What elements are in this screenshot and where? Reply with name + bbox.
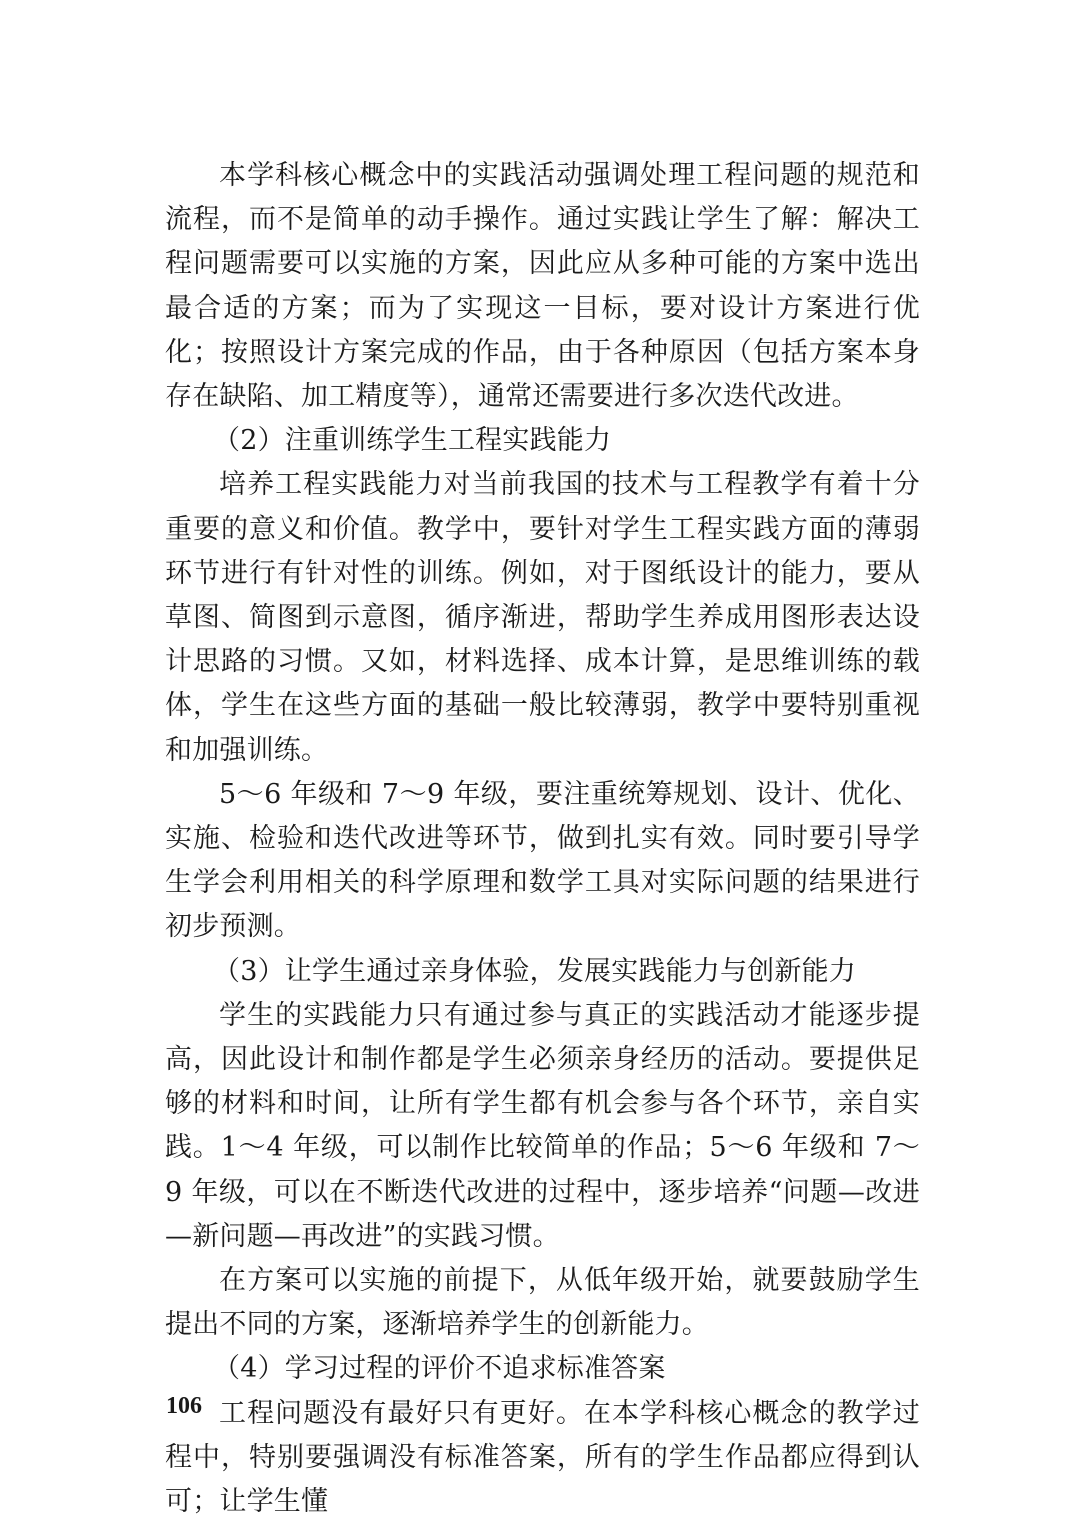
paragraph-engineering-practice-ability: 培养工程实践能力对当前我国的技术与工程教学有着十分重要的意义和价值。教学中，要针对学生工程实践方面的薄弱环节进行有针对性的训练。例如，对于图纸设计的能力，要从草图、简图到示意图，循序渐进，帮助学生养成用图形表达设计思路的习惯。又如，材料选择、成本计算，是思维训练的载体，学生在这些方面的基础一般比较薄弱，教学中要特别重视和加强训练。 [165, 469, 920, 766]
paragraph-grade-levels: 5～6 年级和 7～9 年级，要注重统筹规划、设计、优化、实施、检验和迭代改进等环节，做到扎实有效。同时要引导学生学会利用相关的科学原理和数学工具对实际问题的结果进行初步预测。 [165, 778, 920, 943]
section-heading-3: （3）让学生通过亲身体验，发展实践能力与创新能力 [213, 955, 856, 987]
section-heading-2: （2）注重训练学生工程实践能力 [213, 425, 612, 457]
paragraph-no-standard-answer: 工程问题没有最好只有更好。在本学科核心概念的教学过程中，特别要强调没有标准答案，所有的学生作品都应得到认可；让学生懂 [165, 1397, 920, 1518]
page-number: 106 [166, 1393, 202, 1419]
paragraph-practice-activities: 本学科核心概念中的实践活动强调处理工程问题的规范和流程，而不是简单的动手操作。通过实践让学生了解：解决工程问题需要可以实施的方案，因此应从多种可能的方案中选出最合适的方案；而为了实现这一目标，要对设计方案进行优化；按照设计方案完成的作品，由于各种原因（包括方案本身存在缺陷、加工精度等），通常还需要进行多次迭代改进。 [165, 160, 920, 413]
paragraph-innovation-ability: 在方案可以实施的前提下，从低年级开始，就要鼓励学生提出不同的方案，逐渐培养学生的创新能力。 [165, 1265, 920, 1341]
section-heading-4: （4）学习过程的评价不追求标准答案 [213, 1353, 666, 1385]
body-text [165, 154, 920, 1524]
paragraph-hands-on-experience: 学生的实践能力只有通过参与真正的实践活动才能逐步提高，因此设计和制作都是学生必须亲身经历的活动。要提供足够的材料和时间，让所有学生都有机会参与各个环节，亲自实践。1～4 年级，可以制作比较简单的作品；5～6 年级和 7～9 年级，可以在不断迭代改进的过程中，逐步培养“问题—改进—新问题—再改进”的实践习惯。 [165, 999, 920, 1252]
